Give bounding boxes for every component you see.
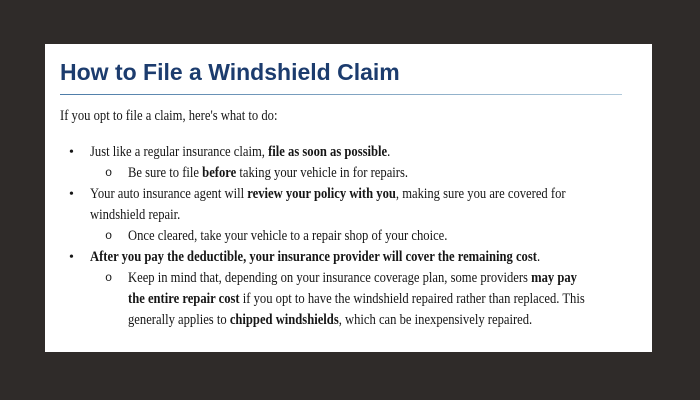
claim-steps-list	[45, 142, 652, 331]
title-underline	[60, 94, 622, 95]
claim-substep-item	[45, 163, 652, 184]
bullet-circle-marker: o	[105, 166, 113, 180]
claim-substep-item	[45, 268, 652, 331]
bullet-disc-marker: •	[69, 250, 74, 265]
bullet-circle-marker: o	[105, 229, 113, 243]
step-text: Just like a regular insurance claim, file as soon as possible.	[90, 144, 391, 160]
document-title: How to File a Windshield Claim	[60, 59, 400, 85]
bullet-circle-marker: o	[105, 271, 113, 285]
document-card	[45, 44, 652, 352]
claim-substep-item	[45, 226, 652, 247]
step-text: After you pay the deductible, your insurance provider will cover the remaining cost.	[90, 249, 541, 265]
claim-step-item	[45, 247, 652, 268]
claim-step-item	[45, 184, 652, 226]
step-text: Your auto insurance agent will review your policy with you, making sure you are covered for windshield repair.	[90, 186, 566, 223]
bullet-disc-marker: •	[69, 187, 74, 202]
bullet-disc-marker: •	[69, 145, 74, 160]
step-text: Keep in mind that, depending on your insurance coverage plan, some providers may pay the entire repair cost if you opt to have the windshield repaired rather than replaced. This generally applies to chipped windshields, which can be inexpensively repaired.	[128, 270, 585, 328]
step-text: Once cleared, take your vehicle to a repair shop of your choice.	[128, 228, 448, 244]
intro-text: If you opt to file a claim, here's what to do:	[60, 108, 278, 124]
claim-step-item	[45, 142, 652, 163]
step-text: Be sure to file before taking your vehicle in for repairs.	[128, 165, 409, 181]
